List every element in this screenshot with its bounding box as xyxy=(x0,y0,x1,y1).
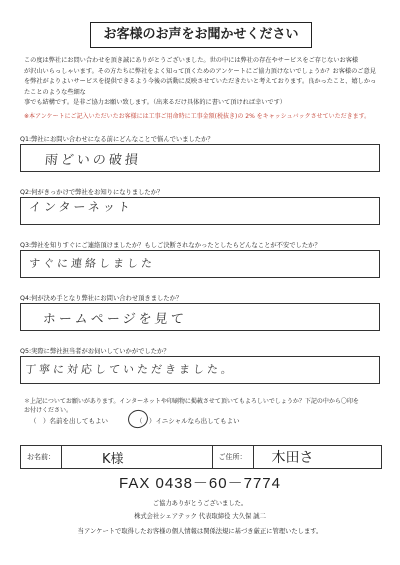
name-label: お名前： xyxy=(21,446,62,468)
answer-5-box[interactable] xyxy=(20,356,380,384)
intro-line: を弊社がよりよいサービスを提供できるよう今後の活動に反映させていただきたいと考えております。良かったこと、嬉しかったことのような些細な xyxy=(24,78,377,96)
name-field[interactable]: K様 xyxy=(62,446,213,468)
customer-info-table xyxy=(20,445,382,469)
answer-2-text: インターネット xyxy=(28,200,134,214)
question-2-label: Q2:何がきっかけで弊社をお知りになりましたか？ xyxy=(20,189,164,196)
question-3 xyxy=(20,241,380,278)
consent-question-line: お付けください。 xyxy=(24,407,73,414)
consent-question-line: ＊上記についてお願いがあります。インターネットや印刷物に掲載させて頂いてもよろしいでしょうか？下記の中から〇印を xyxy=(24,398,359,405)
question-4-label: Q4:何が決め手となり弊社にお問い合わせ頂きましたか？ xyxy=(20,295,183,302)
question-1-label: Q1:弊社にお問い合わせになる前にどんなことで悩んでいましたか？ xyxy=(20,136,214,143)
answer-4-text: ホームページを見て xyxy=(42,312,188,327)
cashback-note: ※本アンケートにご記入いただいたお客様には工事ご用命時に工事金額(税抜き)の 2% をキャッシュバックさせていただきます。 xyxy=(24,113,371,120)
company-signature: 株式会社シェアテック 代表取締役 大久保 誠二 xyxy=(134,513,266,520)
intro-line: が沢山いらっしゃいます。その方たちに弊社をよく知って頂くためのアンケートにご協力頂けないでしょうか？お客様のご意見 xyxy=(24,67,376,75)
question-4 xyxy=(20,294,380,331)
question-3-label: Q3:弊社を知りすぐにご連絡頂けましたか？もしご決断されなかったとしたらどんなことが不安でしたか？ xyxy=(20,242,321,249)
answer-3-box[interactable] xyxy=(20,250,380,278)
answer-3-text: すぐに連絡しました xyxy=(28,257,156,270)
address-field[interactable]: 木田さ xyxy=(271,450,314,466)
question-2 xyxy=(20,188,380,225)
answer-1-box[interactable] xyxy=(20,144,380,172)
answer-5-text: 丁寧に対応していただきました。 xyxy=(24,363,236,376)
question-5 xyxy=(20,347,380,384)
intro-line: この度は弊社にお問い合わせを頂き誠にありがとうございました。世の中には弊社の存在やサービスをご存じないお客様 xyxy=(24,57,359,64)
intro-line: 事でも結構です。是非ご協力お願い致します。（出来るだけ具体的に書いて頂ければ幸いです） xyxy=(24,99,286,106)
intro-text xyxy=(24,56,378,109)
answer-1-text: 雨どいの破損 xyxy=(44,153,142,168)
address-label: ご住所： xyxy=(213,446,254,468)
thanks-text: ご協力ありがとうございました。 xyxy=(152,500,248,507)
option-name-ok[interactable]: （ ）名前を出してもよい xyxy=(30,417,108,425)
page-title: お客様のお声をお聞かせください xyxy=(90,22,312,48)
consent-options xyxy=(30,412,370,436)
option-initials-ok[interactable]: （ ）イニシャルなら出してもよい xyxy=(136,417,240,425)
question-5-label: Q5:実際に弊社担当者がお伺いしていかがでしたか？ xyxy=(20,348,170,355)
privacy-footer: 当アンケートで取得したお客様の個人情報は関係法規に基づき厳正に管理いたします。 xyxy=(77,528,323,535)
fax-number: FAX 0438－60－7774 xyxy=(119,475,281,492)
question-1 xyxy=(20,135,380,172)
answer-4-box[interactable] xyxy=(20,303,380,331)
answer-2-box[interactable] xyxy=(20,197,380,225)
